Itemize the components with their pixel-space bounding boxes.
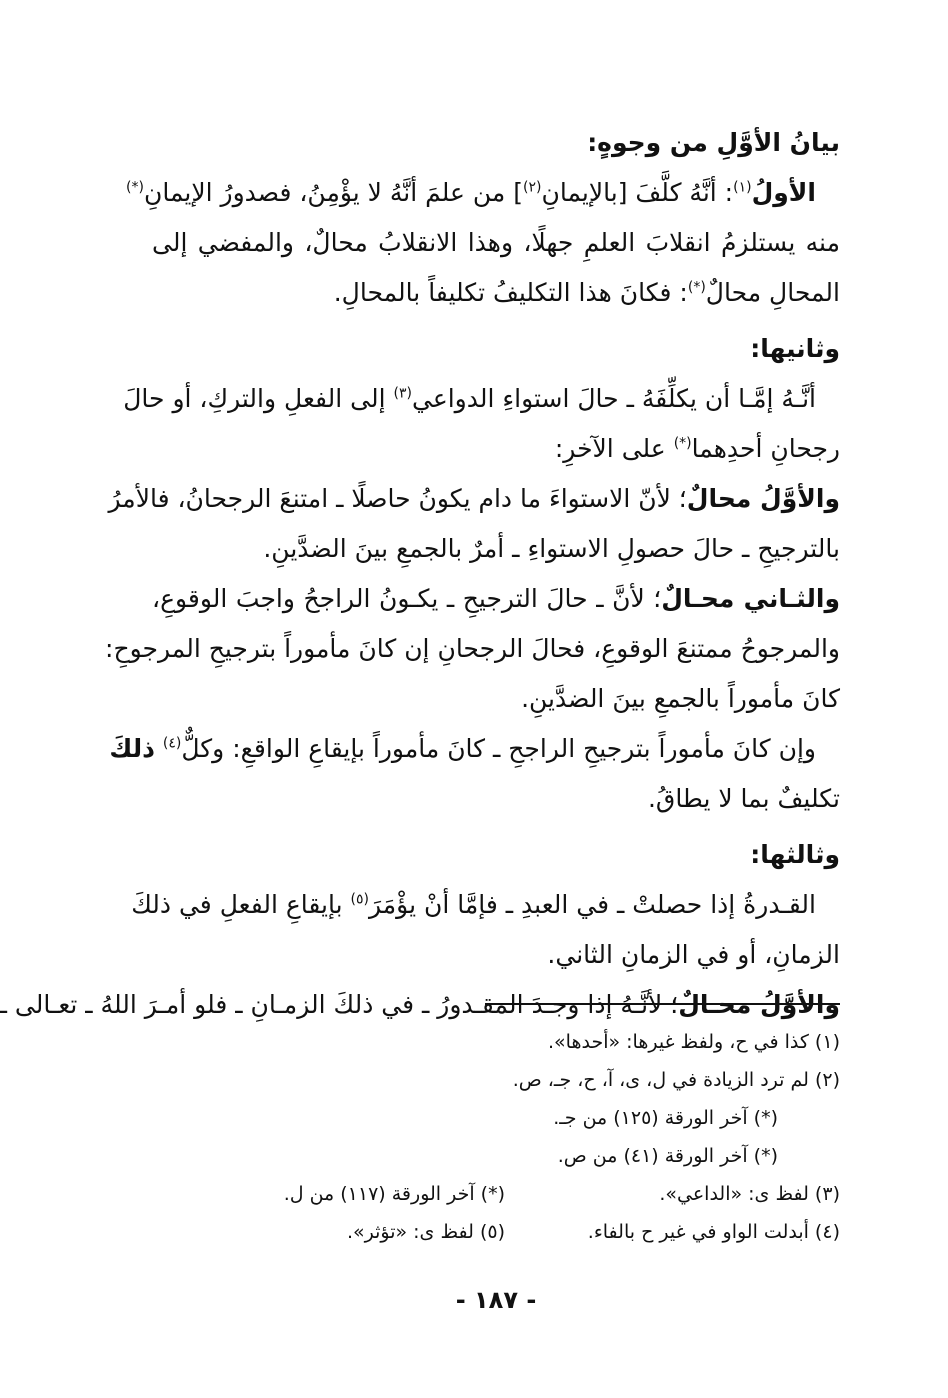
footnote-star-3: (*) آخر الورقة (١١٧) من ل. bbox=[283, 1183, 505, 1205]
footnote-3: (٣) لفظ ى: «الداعي». bbox=[659, 1183, 840, 1205]
heading-text: بيانُ الأوَّلِ من وجوهٍ: bbox=[587, 128, 840, 157]
second-p4-text-1b: ذلكَ bbox=[109, 734, 155, 763]
first-text-1a: : أنَّهُ كلَّفَ [بالإيمانِ bbox=[541, 178, 734, 207]
third-text-2: الزمانِ، أو في الزمانِ الثاني. bbox=[547, 940, 840, 969]
third-title bbox=[152, 830, 840, 880]
footnote-separator bbox=[485, 1003, 840, 1005]
footnote-row-4 bbox=[152, 1213, 840, 1251]
second-p3-label: والثـاني محـالٌ bbox=[661, 584, 840, 613]
footnote-star-2: (*) آخر الورقة (٤١) من ص. bbox=[557, 1145, 778, 1167]
first-text-3b: : فكانَ هذا التكليفُ تكليفاً بالمحالِ. bbox=[333, 278, 688, 307]
first-line-3 bbox=[152, 268, 840, 318]
first-text-2: منه يستلزمُ انقلابَ العلمِ جهلًا، وهذا الانقلابُ محالٌ، والمفضي إلى bbox=[152, 228, 840, 257]
second-text-1a: أنَّـهُ إمَّـا أن يكلِّفَهُ ـ حالَ استواءِ الدواعي bbox=[411, 384, 816, 413]
second-p3-line-3 bbox=[152, 674, 840, 724]
footnote-ref-star-1: (*) bbox=[126, 179, 144, 196]
first-line-2 bbox=[152, 218, 840, 268]
second-p2-text-2: بالترجيحِ ـ حالَ حصولِ الاستواءِ ـ أمرٌ بالجمعِ بينَ الضدَّينِ. bbox=[263, 534, 840, 563]
second-text-2a: رجحانِ أحدِهما bbox=[691, 434, 840, 463]
third-text-1b: بإيقاعِ الفعلِ في ذلكَ bbox=[131, 890, 343, 919]
footnote-ref-3: (٣) bbox=[393, 385, 412, 402]
page-number: - ١٨٧ - bbox=[455, 1286, 537, 1314]
second-p3-line-1 bbox=[152, 574, 840, 624]
footnote-star-1: (*) آخر الورقة (١٢٥) من جـ. bbox=[553, 1107, 778, 1129]
document-page bbox=[0, 118, 840, 1398]
second-p2-label: والأوَّلُ محالٌ bbox=[686, 484, 840, 513]
second-title bbox=[152, 324, 840, 374]
second-p3-line-2 bbox=[105, 624, 840, 674]
third-p2-label: والأوَّلُ محـالٌ bbox=[678, 990, 840, 1019]
third-text-1a: القـدرةُ إذا حصلتْ ـ في العبدِ ـ فإمَّا أنْ يؤْمَرَ bbox=[369, 890, 816, 919]
second-p4-text-1a: وإن كانَ مأموراً بترجيحِ الراجحِ ـ كانَ مأموراً بإيقاعِ الواقعِ: وكلٌّ bbox=[181, 734, 816, 763]
footnote-ref-star-2: (*) bbox=[687, 279, 706, 296]
second-line-1 bbox=[123, 374, 840, 424]
second-p4-text-2: تكليفٌ بما لا يطاقُ. bbox=[647, 784, 840, 813]
footnote-ref-4: (٤) bbox=[162, 735, 182, 752]
second-p3-text-1: ؛ لأنَّ ـ حالَ الترجيحِ ـ يكـونُ الراجحُ واجبَ الوقوعِ، bbox=[152, 584, 662, 613]
first-line-1 bbox=[126, 168, 840, 218]
footnotes bbox=[152, 1023, 840, 1251]
first-label: الأولُ bbox=[751, 178, 816, 207]
first-text-3a: المحالِ محالٌ bbox=[705, 278, 840, 307]
footnote-ref-2: (٢) bbox=[523, 179, 542, 196]
third-title-text: وثالثها: bbox=[750, 840, 840, 869]
second-p3-text-2: والمرجوحُ ممتنعَ الوقوعِ، فحالَ الرجحانِ إن كانَ مأموراً بترجيحِ المرجوحِ: bbox=[105, 634, 840, 663]
footnote-5: (٥) لفظ ى: «تؤثر». bbox=[346, 1221, 505, 1243]
footnote-1: (١) كذا في ح، ولفظ غيرها: «أحدها». bbox=[548, 1031, 840, 1053]
second-p2-line-2 bbox=[152, 524, 840, 574]
footnote-2: (٢) لم ترد الزيادة في ل، ى، آ، ح، جـ، ص. bbox=[512, 1069, 840, 1091]
footnote-ref-star-3: (*) bbox=[673, 435, 692, 452]
second-p2-text-1: ؛ لأنّ الاستواءَ ما دام يكونُ حاصلًا ـ امتنعَ الرجحانُ، فالأمرُ bbox=[108, 484, 687, 513]
section-heading bbox=[152, 118, 840, 168]
first-text-1b: ] من علمَ أنَّهُ لا يؤْمِنُ، فصدورُ الإيمانِ bbox=[143, 178, 524, 207]
third-p2-text-1: ؛ لأنَّـهُ إذا وجـدَ المقـدورُ ـ في ذلكَ الزمـانِ ـ فلو أمـرَ اللهُ ـ تعـالى ـ bbox=[0, 990, 679, 1019]
footnote-4: (٤) أبدلت الواو في غير ح بالفاء. bbox=[587, 1221, 840, 1243]
second-text-1b: إلى الفعلِ والتركِ، أو حالَ bbox=[123, 384, 386, 413]
second-p4-line-2 bbox=[152, 774, 840, 824]
second-p2-line-1 bbox=[108, 474, 840, 524]
third-line-2 bbox=[152, 930, 840, 980]
footnote-row-3 bbox=[152, 1175, 840, 1213]
second-text-2b: على الآخرِ: bbox=[554, 434, 666, 463]
second-p4-line-1 bbox=[109, 724, 840, 774]
second-title-text: وثانيها: bbox=[750, 334, 840, 363]
third-line-1 bbox=[131, 880, 840, 930]
footnote-ref-5: (٥) bbox=[350, 891, 369, 908]
footnote-ref-1: (١) bbox=[733, 179, 752, 196]
second-line-2 bbox=[152, 424, 840, 474]
second-p3-text-3: كانَ مأموراً بالجمعِ بينَ الضدَّينِ. bbox=[521, 684, 840, 713]
